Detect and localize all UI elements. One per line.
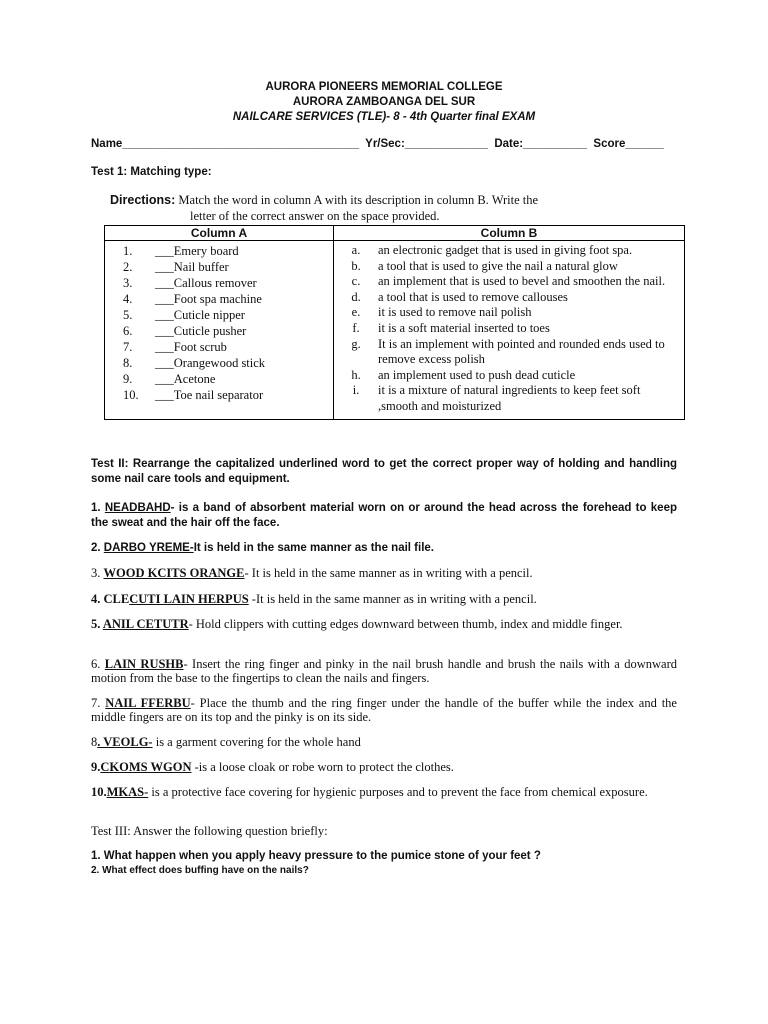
scrambled-word: MKAS- — [106, 785, 149, 799]
test2-item-9: 9.CKOMS WGON -is a loose cloak or robe worn to protect the clothes. — [91, 760, 454, 774]
scrambled-word: ANIL CETUTR — [102, 617, 189, 631]
test2-item-6: 6. LAIN RUSHB- Insert the ring finger and pinky in the nail brush handle and brush the nails with a downward motion from the base to the fingertips to clean the nails and fingers. — [91, 657, 677, 685]
directions-label: Directions: — [110, 193, 176, 207]
name-line: Name_____________________________________ Yr/Sec:_____________ Date:__________ Score______ — [91, 138, 664, 150]
test3-title: Test III: Answer the following question briefly: — [91, 824, 328, 838]
test2-item-3: 3. WOOD KCITS ORANGE- It is held in the same manner as in writing with a pencil. — [91, 566, 533, 580]
scrambled-word: CKOMS WGON — [100, 760, 192, 774]
column-b-list — [334, 241, 685, 420]
column-a-item: 2. ___Nail buffer — [123, 260, 229, 274]
test3-question-2: 2. What effect does buffing have on the nails? — [91, 865, 309, 876]
test2-item-7: 7. NAIL FFERBU- Place the thumb and the ring finger under the handle of the buffer while the index and the middle fingers are on its top and the pinky is on its side. — [91, 696, 677, 724]
scrambled-word: WOOD KCITS ORANGE — [103, 566, 245, 580]
directions-text-2: letter of the correct answer on the space provided. — [190, 209, 440, 223]
scrambled-word: CUTI LAIN HERPUS — [129, 592, 249, 606]
column-a-item: 3. ___Callous remover — [123, 276, 257, 290]
column-a-item: 5. ___Cuticle nipper — [123, 308, 245, 322]
column-b-item: c. an implement that is used to bevel and smoothen the nail. — [351, 274, 666, 289]
column-b-item: g. It is an implement with pointed and rounded ends used to remove excess polish — [351, 336, 665, 367]
test3-question-1: 1. What happen when you apply heavy pressure to the pumice stone of your feet ? — [91, 850, 541, 862]
column-a-item: 9. ___Acetone — [123, 372, 216, 386]
column-a-list — [105, 241, 334, 420]
directions — [110, 192, 670, 224]
scrambled-word: LAIN RUSHB — [104, 657, 184, 671]
column-b-item: i. it is a mixture of natural ingredients to keep feet soft ,smooth and moisturized — [352, 383, 641, 413]
column-b-item: a. an electronic gadget that is used in giving foot spa. — [351, 243, 633, 257]
column-b-item: d. a tool that is used to remove callouses — [351, 289, 568, 304]
column-b-item: e. it is used to remove nail polish — [351, 305, 532, 320]
column-b-header: Column B — [334, 226, 685, 241]
test1-title: Test 1: Matching type: — [91, 166, 212, 178]
exam-header — [0, 80, 768, 125]
column-a-item: 7. ___Foot scrub — [123, 340, 227, 354]
exam-subject: NAILCARE SERVICES (TLE)- 8 - 4th Quarter final EXAM — [232, 111, 536, 123]
column-a-item: 8. ___Orangewood stick — [123, 356, 266, 370]
column-b-item: h. an implement used to push dead cuticle — [351, 367, 576, 382]
column-a-item: 4. ___Foot spa machine — [123, 292, 262, 306]
column-b-item: b. a tool that is used to give the nail a natural glow — [351, 258, 618, 273]
column-a-header: Column A — [105, 226, 334, 241]
column-a-item: 6. ___Cuticle pusher — [123, 324, 247, 338]
matching-table — [104, 225, 685, 420]
directions-text-1: Match the word in column A with its description in column B. Write the — [175, 193, 539, 207]
column-a-item: 10. ___Toe nail separator — [123, 388, 264, 402]
test2-item-1: 1. NEADBAHD- is a band of absorbent material worn on or around the head across the forehead to keep the sweat and the hair off the face. — [91, 502, 677, 529]
school-name: AURORA PIONEERS MEMORIAL COLLEGE — [265, 81, 503, 93]
scrambled-word: NEADBAHD — [104, 502, 171, 514]
test2-title: Test II: Rearrange the capitalized underlined word to get the correct proper way of holding and handling some nail care tools and equipment. — [91, 458, 677, 485]
test2-item-5: 5. ANIL CETUTR- Hold clippers with cutting edges downward between thumb, index and middle finger. — [91, 617, 623, 631]
test2-item-10: 10.MKAS- is a protective face covering for hygienic purposes and to prevent the face from chemical exposure. — [91, 785, 648, 799]
test2-item-8: 8. VEOLG- is a garment covering for the whole hand — [91, 735, 361, 749]
test2-item-2: 2. DARBO YREME-It is held in the same manner as the nail file. — [91, 542, 434, 554]
scrambled-word: NAIL FFERBU — [105, 696, 191, 710]
scrambled-word: DARBO YREME- — [103, 542, 194, 554]
column-b-item: f. it is a soft material inserted to toes — [352, 320, 550, 335]
column-a-item: 1. ___Emery board — [123, 244, 239, 258]
scrambled-word: . VEOLG- — [97, 735, 153, 749]
school-location: AURORA ZAMBOANGA DEL SUR — [292, 96, 476, 108]
test2-item-4: 4. CLECUTI LAIN HERPUS -It is held in the same manner as in writing with a pencil. — [91, 592, 537, 606]
